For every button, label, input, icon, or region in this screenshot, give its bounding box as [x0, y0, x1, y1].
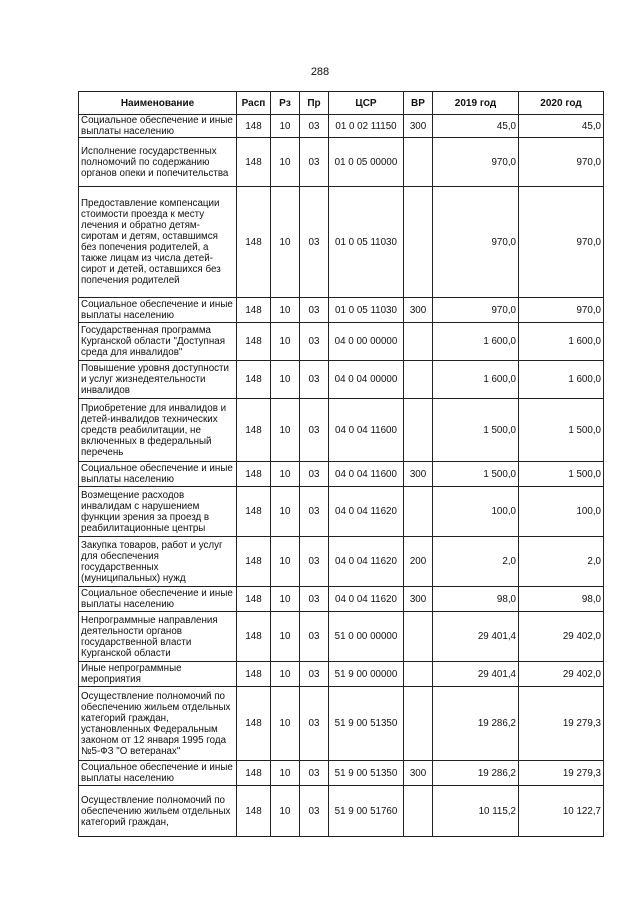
row-name: Иные непрограммные мероприятия — [79, 662, 237, 687]
row-csr: 04 0 04 11600 — [329, 462, 404, 487]
row-csr: 04 0 04 00000 — [329, 361, 404, 399]
row-2020: 1 600,0 — [519, 323, 604, 361]
row-csr: 01 0 05 00000 — [329, 138, 404, 187]
row-2019: 19 286,2 — [433, 761, 519, 786]
row-2020: 970,0 — [519, 298, 604, 323]
row-rasp: 148 — [237, 187, 271, 298]
row-2020: 2,0 — [519, 537, 604, 587]
table-row — [79, 786, 604, 837]
row-csr: 51 9 00 51760 — [329, 786, 404, 837]
row-vr: 300 — [404, 115, 433, 138]
row-pr: 03 — [300, 323, 329, 361]
table-row — [79, 687, 604, 761]
table-row — [79, 298, 604, 323]
header-name: Наименование — [79, 92, 237, 115]
row-csr: 01 0 02 11150 — [329, 115, 404, 138]
row-vr — [404, 361, 433, 399]
row-pr: 03 — [300, 786, 329, 837]
row-2020: 98,0 — [519, 587, 604, 612]
row-pr: 03 — [300, 761, 329, 786]
row-name: Возмещение расходов инвалидам с нарушением функции зрения за проезд в реабилитационные центры — [79, 487, 237, 537]
row-pr: 03 — [300, 187, 329, 298]
row-csr: 04 0 00 00000 — [329, 323, 404, 361]
row-rasp: 148 — [237, 462, 271, 487]
row-rz: 10 — [271, 786, 300, 837]
row-2019: 970,0 — [433, 298, 519, 323]
row-vr: 200 — [404, 537, 433, 587]
row-rz: 10 — [271, 462, 300, 487]
row-rasp: 148 — [237, 687, 271, 761]
row-rasp: 148 — [237, 786, 271, 837]
row-rasp: 148 — [237, 138, 271, 187]
row-2019: 29 401,4 — [433, 662, 519, 687]
row-2019: 1 600,0 — [433, 323, 519, 361]
row-csr: 04 0 04 11620 — [329, 487, 404, 537]
row-2020: 1 600,0 — [519, 361, 604, 399]
row-2020: 100,0 — [519, 487, 604, 537]
row-name: Социальное обеспечение и иные выплаты населению — [79, 462, 237, 487]
row-pr: 03 — [300, 687, 329, 761]
row-csr: 51 9 00 51350 — [329, 687, 404, 761]
row-rasp: 148 — [237, 662, 271, 687]
row-pr: 03 — [300, 662, 329, 687]
row-2020: 19 279,3 — [519, 687, 604, 761]
row-rz: 10 — [271, 761, 300, 786]
row-2020: 10 122,7 — [519, 786, 604, 837]
row-vr — [404, 187, 433, 298]
row-vr — [404, 786, 433, 837]
table-row — [79, 662, 604, 687]
header-rasp: Расп — [237, 92, 271, 115]
header-2019: 2019 год — [433, 92, 519, 115]
row-rz: 10 — [271, 587, 300, 612]
table-row — [79, 761, 604, 786]
row-pr: 03 — [300, 587, 329, 612]
row-rasp: 148 — [237, 399, 271, 462]
row-rz: 10 — [271, 399, 300, 462]
row-2020: 29 402,0 — [519, 612, 604, 662]
header-2020: 2020 год — [519, 92, 604, 115]
row-name: Приобретение для инвалидов и детей-инвалидов технических средств реабилитации, не включенных в федеральный перечень — [79, 399, 237, 462]
row-pr: 03 — [300, 612, 329, 662]
row-2019: 2,0 — [433, 537, 519, 587]
header-vr: ВР — [404, 92, 433, 115]
header-rz: Рз — [271, 92, 300, 115]
row-vr: 300 — [404, 298, 433, 323]
row-rz: 10 — [271, 487, 300, 537]
row-rasp: 148 — [237, 761, 271, 786]
row-rz: 10 — [271, 361, 300, 399]
row-2019: 1 500,0 — [433, 462, 519, 487]
row-2019: 29 401,4 — [433, 612, 519, 662]
row-2020: 1 500,0 — [519, 462, 604, 487]
row-csr: 01 0 05 11030 — [329, 298, 404, 323]
row-2020: 29 402,0 — [519, 662, 604, 687]
row-rz: 10 — [271, 138, 300, 187]
row-2019: 1 600,0 — [433, 361, 519, 399]
table-row — [79, 138, 604, 187]
row-rasp: 148 — [237, 587, 271, 612]
budget-table — [78, 91, 604, 837]
row-rasp: 148 — [237, 612, 271, 662]
row-rasp: 148 — [237, 487, 271, 537]
row-rz: 10 — [271, 687, 300, 761]
row-rasp: 148 — [237, 537, 271, 587]
row-name: Осуществление полномочий по обеспечению жильем отдельных категорий граждан, установленных Федеральным законом от 12 января 1995 года №5-ФЗ "О ветеранах" — [79, 687, 237, 761]
row-2020: 970,0 — [519, 138, 604, 187]
row-2019: 19 286,2 — [433, 687, 519, 761]
row-2019: 98,0 — [433, 587, 519, 612]
row-csr: 51 9 00 51350 — [329, 761, 404, 786]
row-rasp: 148 — [237, 115, 271, 138]
row-2020: 1 500,0 — [519, 399, 604, 462]
row-vr — [404, 612, 433, 662]
row-pr: 03 — [300, 537, 329, 587]
row-vr — [404, 399, 433, 462]
row-2020: 970,0 — [519, 187, 604, 298]
row-rz: 10 — [271, 612, 300, 662]
row-pr: 03 — [300, 138, 329, 187]
row-rz: 10 — [271, 662, 300, 687]
page-number: 288 — [310, 66, 330, 78]
row-pr: 03 — [300, 487, 329, 537]
row-vr — [404, 138, 433, 187]
table-row — [79, 612, 604, 662]
row-csr: 51 9 00 00000 — [329, 662, 404, 687]
row-vr: 300 — [404, 587, 433, 612]
row-name: Социальное обеспечение и иные выплаты населению — [79, 115, 237, 138]
row-name: Государственная программа Курганской области "Доступная среда для инвалидов" — [79, 323, 237, 361]
table-row — [79, 487, 604, 537]
row-vr — [404, 687, 433, 761]
row-name: Повышение уровня доступности и услуг жизнедеятельности инвалидов — [79, 361, 237, 399]
row-name: Социальное обеспечение и иные выплаты населению — [79, 298, 237, 323]
table-row — [79, 399, 604, 462]
table-row — [79, 323, 604, 361]
row-pr: 03 — [300, 462, 329, 487]
row-pr: 03 — [300, 361, 329, 399]
row-rz: 10 — [271, 298, 300, 323]
row-2019: 970,0 — [433, 187, 519, 298]
header-csr: ЦСР — [329, 92, 404, 115]
row-name: Социальное обеспечение и иные выплаты населению — [79, 587, 237, 612]
row-vr — [404, 487, 433, 537]
row-rz: 10 — [271, 187, 300, 298]
table-header-row — [79, 92, 604, 115]
row-csr: 04 0 04 11600 — [329, 399, 404, 462]
row-name: Исполнение государственных полномочий по содержанию органов опеки и попечительства — [79, 138, 237, 187]
row-name: Закупка товаров, работ и услуг для обеспечения государственных (муниципальных) нужд — [79, 537, 237, 587]
row-vr — [404, 662, 433, 687]
row-rasp: 148 — [237, 361, 271, 399]
table-row — [79, 537, 604, 587]
row-rasp: 148 — [237, 323, 271, 361]
row-2019: 45,0 — [433, 115, 519, 138]
row-2019: 970,0 — [433, 138, 519, 187]
header-pr: Пр — [300, 92, 329, 115]
row-pr: 03 — [300, 115, 329, 138]
row-name: Непрограммные направления деятельности органов государственной власти Курганской области — [79, 612, 237, 662]
row-name: Осуществление полномочий по обеспечению жильем отдельных категорий граждан, — [79, 786, 237, 837]
row-2020: 19 279,3 — [519, 761, 604, 786]
row-pr: 03 — [300, 298, 329, 323]
row-rasp: 148 — [237, 298, 271, 323]
row-name: Предоставление компенсации стоимости проезда к месту лечения и обратно детям-сиротам и детям, оставшимся без попечения родителей, а также лицам из числа детей-сирот и детей, оставшихся без попечения родителей — [79, 187, 237, 298]
row-rz: 10 — [271, 323, 300, 361]
table-row — [79, 361, 604, 399]
row-rz: 10 — [271, 115, 300, 138]
table-row — [79, 587, 604, 612]
row-name: Социальное обеспечение и иные выплаты населению — [79, 761, 237, 786]
row-2019: 10 115,2 — [433, 786, 519, 837]
row-csr: 04 0 04 11620 — [329, 537, 404, 587]
table-row — [79, 462, 604, 487]
row-rz: 10 — [271, 537, 300, 587]
row-pr: 03 — [300, 399, 329, 462]
row-2020: 45,0 — [519, 115, 604, 138]
row-2019: 1 500,0 — [433, 399, 519, 462]
row-csr: 04 0 04 11620 — [329, 587, 404, 612]
table-row — [79, 187, 604, 298]
row-csr: 51 0 00 00000 — [329, 612, 404, 662]
row-vr — [404, 323, 433, 361]
row-vr: 300 — [404, 462, 433, 487]
row-csr: 01 0 05 11030 — [329, 187, 404, 298]
table-row — [79, 115, 604, 138]
row-2019: 100,0 — [433, 487, 519, 537]
row-vr: 300 — [404, 761, 433, 786]
